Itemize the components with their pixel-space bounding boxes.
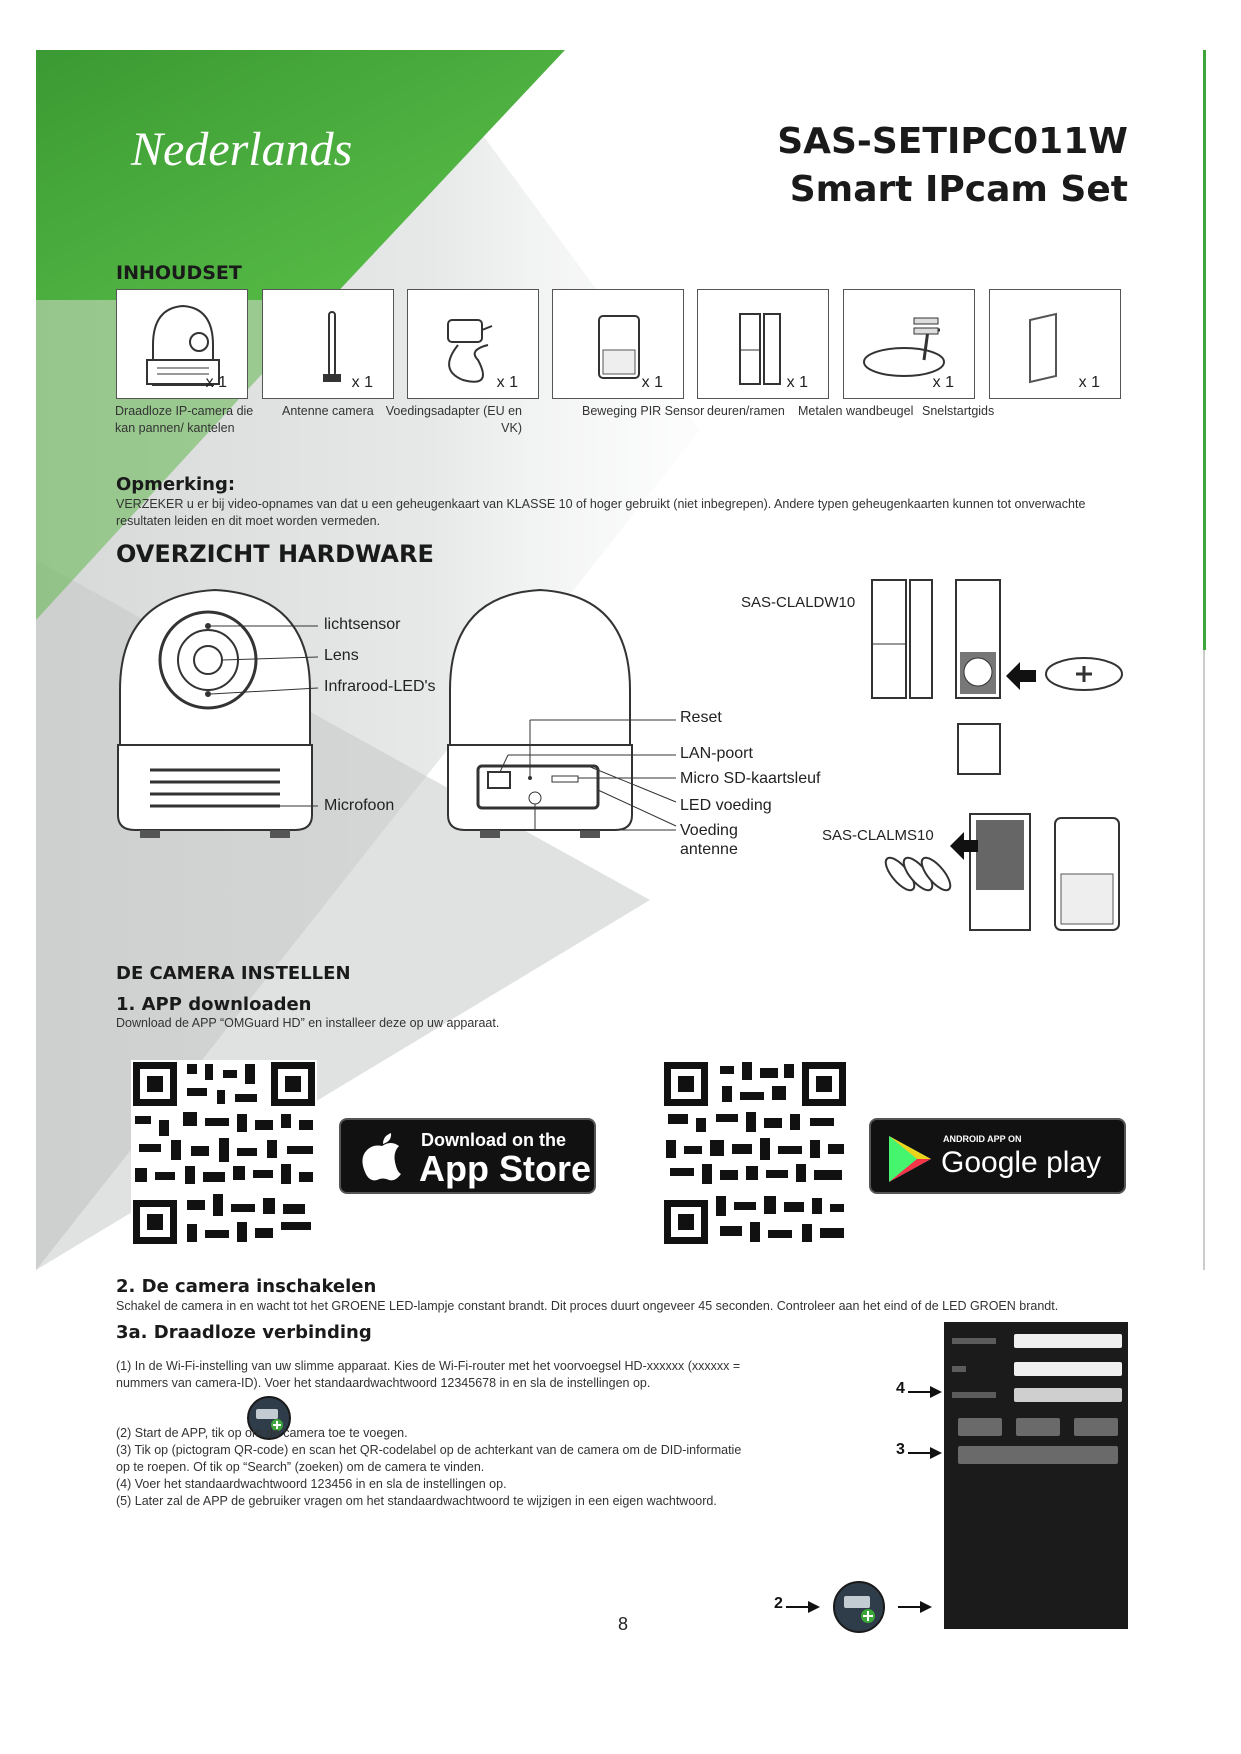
product-title-block bbox=[777, 118, 1128, 214]
setup-heading: DE CAMERA INSTELLEN bbox=[116, 963, 351, 984]
label-microphone: Microfoon bbox=[324, 797, 395, 814]
item-antenna-box bbox=[262, 289, 394, 399]
caption-guide: Snelstartgids bbox=[922, 404, 995, 418]
step3-line7: (5) Later zal de APP de gebruiker vragen om het standaardwachtwoord te wijzigen in een eigen wachtwoord. bbox=[116, 1494, 717, 1508]
step2-title: 2. De camera inschakelen bbox=[116, 1276, 377, 1297]
form-button bbox=[1074, 1418, 1118, 1436]
item-door-sensor-box bbox=[697, 289, 829, 399]
label-power: Voeding bbox=[680, 822, 738, 839]
arrow-label-2: 2 bbox=[774, 1595, 783, 1612]
arrow-label-4: 4 bbox=[896, 1380, 905, 1397]
language-title: Nederlands bbox=[131, 123, 353, 176]
item-pir-box bbox=[552, 289, 684, 399]
qr-code-googleplay[interactable] bbox=[662, 1060, 848, 1246]
model-number: SAS-SETIPC011W bbox=[777, 121, 1128, 162]
item-qty: x 1 bbox=[496, 374, 518, 391]
item-bracket-box bbox=[843, 289, 975, 399]
caption-door: deuren/ramen bbox=[707, 404, 785, 418]
step1-title: 1. APP downloaden bbox=[116, 994, 312, 1015]
label-lan: LAN-poort bbox=[680, 745, 753, 762]
app-store-line1: Download on the bbox=[421, 1130, 566, 1150]
form-field bbox=[1014, 1362, 1122, 1376]
google-play-icon bbox=[887, 1134, 933, 1184]
arrow-4-icon bbox=[906, 1384, 944, 1400]
qr-code-appstore[interactable] bbox=[131, 1060, 317, 1246]
form-button bbox=[1016, 1418, 1060, 1436]
item-qty: x 1 bbox=[1078, 374, 1100, 391]
add-camera-icon bbox=[832, 1580, 886, 1634]
label-antenna: antenne bbox=[680, 841, 738, 858]
step3-line6: (4) Voer het standaardwachtwoord 123456 in en sla de instellingen op. bbox=[116, 1477, 507, 1491]
app-screenshot bbox=[944, 1322, 1128, 1629]
sensor-accessories-diagram bbox=[860, 574, 1130, 944]
power-adapter-illustration bbox=[408, 290, 540, 400]
item-guide-box bbox=[989, 289, 1121, 399]
label-sd-slot: Micro SD-kaartsleuf bbox=[680, 770, 821, 787]
app-store-button[interactable] bbox=[339, 1118, 596, 1194]
quick-guide-illustration bbox=[990, 290, 1122, 400]
step3-line5: op te roepen. Of tik op “Search” (zoeken) om de camera te vinden. bbox=[116, 1460, 485, 1474]
label-infrared: Infrarood-LED's bbox=[324, 678, 436, 695]
caption-adapter: Voedingsadapter (EU en VK) bbox=[385, 404, 522, 435]
pir-sensor-illustration bbox=[553, 290, 685, 400]
caption-antenna: Antenne camera bbox=[282, 404, 374, 418]
form-label bbox=[952, 1366, 966, 1372]
google-play-button[interactable] bbox=[869, 1118, 1126, 1194]
google-play-line1: ANDROID APP ON bbox=[943, 1134, 1022, 1144]
step3-line3: (2) Start de APP, tik op om de camera toe te voegen. bbox=[116, 1426, 408, 1440]
door-sensor-illustration bbox=[698, 290, 830, 400]
apple-icon bbox=[361, 1132, 403, 1182]
arrow-right-icon bbox=[896, 1599, 934, 1615]
app-store-line2: App Store bbox=[419, 1148, 592, 1189]
note-heading: Opmerking: bbox=[116, 474, 236, 495]
item-qty: x 1 bbox=[641, 374, 663, 391]
arrow-2-icon bbox=[784, 1599, 822, 1615]
form-label bbox=[952, 1392, 996, 1398]
step2-text: Schakel de camera in en wacht tot het GROENE LED-lampje constant brandt. Dit proces duurt ongeveer 45 seconden. Controleer aan het eind of de LED GROEN brandt. bbox=[116, 1299, 1059, 1313]
product-name: Smart IPcam Set bbox=[789, 169, 1128, 210]
step3-line2: nummers van camera-ID). Voer het standaardwachtwoord 12345678 in en sla de instellingen op. bbox=[116, 1376, 651, 1390]
google-play-line2: Google play bbox=[941, 1146, 1102, 1179]
camera-illustration bbox=[117, 290, 249, 400]
antenna-illustration bbox=[263, 290, 395, 400]
item-camera-box bbox=[116, 289, 248, 399]
step3-line4: (3) Tik op (pictogram QR-code) en scan het QR-codelabel op de achterkant van de camera om de DID-informatie bbox=[116, 1443, 742, 1457]
qr-scan-button bbox=[958, 1446, 1118, 1464]
item-qty: x 1 bbox=[932, 374, 954, 391]
page-number: 8 bbox=[618, 1614, 629, 1634]
label-lichtsensor: lichtsensor bbox=[324, 616, 401, 633]
label-pir-sensor-model: SAS-CLALMS10 bbox=[822, 827, 934, 844]
item-qty: x 1 bbox=[205, 374, 227, 391]
form-button bbox=[958, 1418, 1002, 1436]
caption-camera: Draadloze IP-camera die kan pannen/ kantelen bbox=[115, 404, 254, 435]
arrow-label-3: 3 bbox=[896, 1441, 905, 1458]
item-qty: x 1 bbox=[351, 374, 373, 391]
form-field bbox=[1014, 1334, 1122, 1348]
note-text: VERZEKER u er bij video-opnames van dat u een geheugenkaart van KLASSE 10 of hoger gebruikt (niet inbegrepen). Andere typen geheugenkaarten kunnen tot onverwachte resultaten leiden en dit moet worden vermeden. bbox=[116, 497, 1086, 528]
caption-pir: Beweging PIR Sensor bbox=[582, 404, 705, 418]
arrow-3-icon bbox=[906, 1445, 944, 1461]
wall-bracket-illustration bbox=[844, 290, 976, 400]
caption-bracket: Metalen wandbeugel bbox=[798, 404, 914, 418]
step3-title: 3a. Draadloze verbinding bbox=[116, 1322, 372, 1343]
item-adapter-box bbox=[407, 289, 539, 399]
label-lens: Lens bbox=[324, 647, 359, 664]
label-led-power: LED voeding bbox=[680, 797, 772, 814]
camera-hardware-diagram bbox=[110, 580, 730, 870]
step3-line1: (1) In de Wi-Fi-instelling van uw slimme apparaat. Kies de Wi-Fi-router met het voorvoegsel HD-xxxxxx (xxxxxx = bbox=[116, 1359, 741, 1373]
label-door-sensor-model: SAS-CLALDW10 bbox=[741, 594, 856, 611]
hardware-heading: OVERZICHT HARDWARE bbox=[116, 540, 434, 568]
item-qty: x 1 bbox=[786, 374, 808, 391]
label-reset: Reset bbox=[680, 709, 722, 726]
step1-text: Download de APP “OMGuard HD” en installeer deze op uw apparaat. bbox=[116, 1016, 500, 1030]
form-label bbox=[952, 1338, 996, 1344]
contents-heading: INHOUDSET bbox=[116, 262, 242, 284]
form-field bbox=[1014, 1388, 1122, 1402]
